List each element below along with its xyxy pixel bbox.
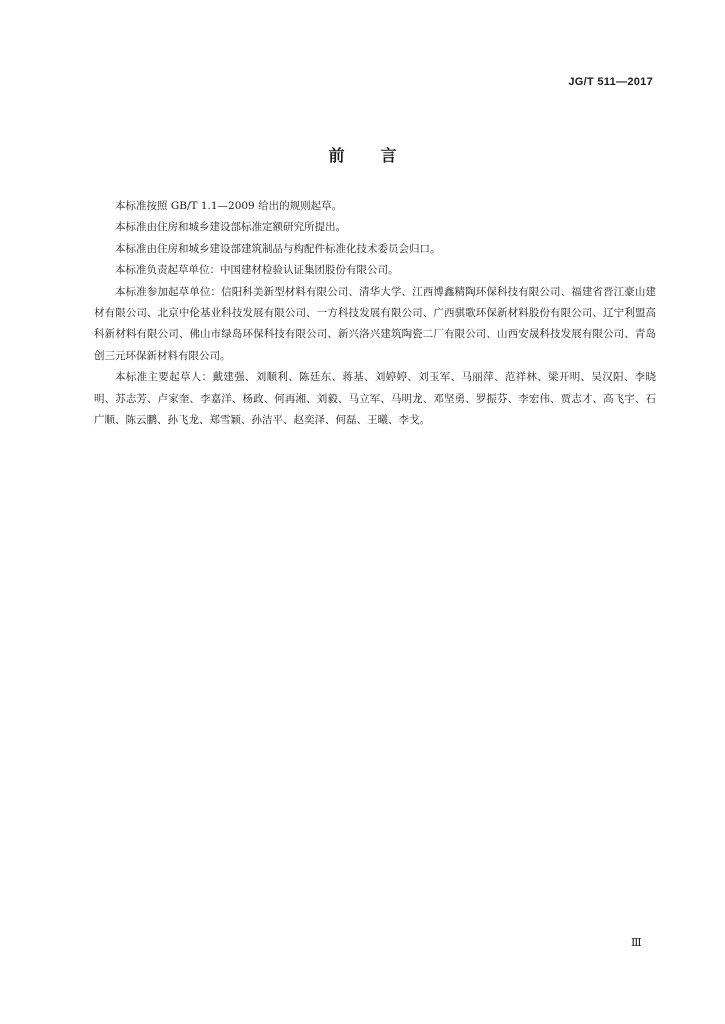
paragraph-main-drafters: 本标准主要起草人：戴建强、刘顺利、陈廷东、蒋基、刘婷婷、刘玉军、马丽萍、范祥林、梁开明、吴汉阳、李晓明、苏志芳、卢家奎、李嘉洋、杨政、何再湘、刘毅、马立军、马明龙、邓坚勇、罗振芬、李宏伟、贾志才、高飞宇、石广顺、陈云鹏、孙飞龙、郑雪颖、孙洁平、赵奕泽、何磊、王曦、李戈。 xyxy=(94,371,656,427)
paragraph-participating-units: 本标准参加起草单位：信阳科美新型材料有限公司、清华大学、江西博鑫精陶环保科技有限公司、福建省晋江豪山建材有限公司、北京中伦基业科技发展有限公司、一方科技发展有限公司、广西骐歌环保新材料股份有限公司、辽宁利盟高科新材料有限公司、佛山市绿岛环保科技有限公司、新兴洛兴建筑陶瓷二厂有限公司、山西安晟科技发展有限公司、青岛创三元环保新材料有限公司。 xyxy=(94,285,656,362)
paragraph-technical-committee: 本标准由住房和城乡建设部建筑制品与构配件标准化技术委员会归口。 xyxy=(115,242,441,255)
paragraph-proposer: 本标准由住房和城乡建设部标准定额研究所提出。 xyxy=(115,221,346,234)
foreword-body xyxy=(94,196,656,431)
page-number: Ⅲ xyxy=(631,936,642,949)
page-title: 前言 xyxy=(328,146,433,165)
paragraph-lead-drafter: 本标准负责起草单位：中国建材检验认证集团股份有限公司。 xyxy=(115,264,399,277)
paragraph-drafting-rules: 本标准按照 GB/T 1.1—2009 给出的规则起草。 xyxy=(115,200,343,212)
standard-code: JG/T 511—2017 xyxy=(568,76,653,88)
